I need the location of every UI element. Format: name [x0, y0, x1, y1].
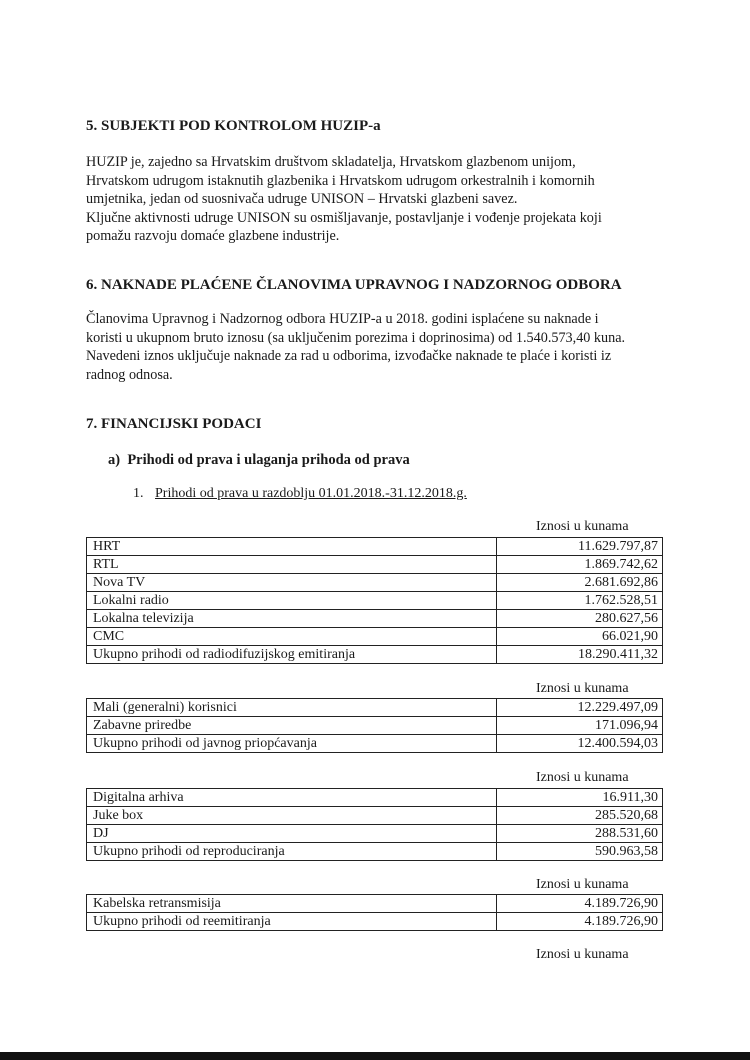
row-value: 12.229.497,09 [497, 699, 663, 717]
row-value: 2.681.692,86 [497, 574, 663, 592]
row-label: Digitalna arhiva [87, 789, 497, 807]
section-6-line: radnog odnosa. [86, 366, 173, 383]
table-row [87, 825, 663, 843]
section-5-line: Hrvatskom udrugom istaknutih glazbenika i Hrvatskom udrugom orkestralnih i komornih [86, 172, 595, 189]
section-5-line: HUZIP je, zajedno sa Hrvatskim društvom skladatelja, Hrvatskom glazbenom unijom, [86, 154, 576, 170]
section-7-heading: 7. FINANCIJSKI PODACI [86, 416, 262, 432]
table-caption: Iznosi u kunama [536, 947, 629, 962]
section-6-body [86, 310, 664, 384]
row-label: RTL [87, 556, 497, 574]
row-label: Ukupno prihodi od reproduciranja [87, 843, 497, 861]
row-value: 280.627,56 [497, 610, 663, 628]
row-value: 285.520,68 [497, 807, 663, 825]
row-label: Lokalni radio [87, 592, 497, 610]
row-label: Juke box [87, 807, 497, 825]
section-6-line: Članovima Upravnog i Nadzornog odbora HUZIP-a u 2018. godini isplaćene su naknade i [86, 311, 599, 327]
subsection-1-heading: Prihodi od prava u razdoblju 01.01.2018.-31.12.2018.g. [155, 486, 467, 501]
table-total-row [87, 843, 663, 861]
section-6-line: Navedeni iznos uključuje naknade za rad u odborima, izvođačke naknade te plaće i koristi iz [86, 348, 612, 365]
row-label: Ukupno prihodi od radiodifuzijskog emitiranja [87, 646, 497, 664]
row-value: 12.400.594,03 [497, 735, 663, 753]
table-caption: Iznosi u kunama [536, 770, 629, 785]
row-label: Ukupno prihodi od reemitiranja [87, 913, 497, 931]
row-value: 11.629.797,87 [497, 538, 663, 556]
table-row [87, 895, 663, 913]
row-value: 1.869.742,62 [497, 556, 663, 574]
row-value: 18.290.411,32 [497, 646, 663, 664]
table-row [87, 538, 663, 556]
row-value: 288.531,60 [497, 825, 663, 843]
section-5-line: pomažu razvoju domaće glazbene industrije. [86, 228, 340, 245]
table-total-row [87, 913, 663, 931]
row-label: Ukupno prihodi od javnog priopćavanja [87, 735, 497, 753]
table-row [87, 610, 663, 628]
row-label: CMC [87, 628, 497, 646]
row-value: 16.911,30 [497, 789, 663, 807]
section-6-heading: 6. NAKNADE PLAĆENE ČLANOVIMA UPRAVNOG I NADZORNOG ODBORA [86, 277, 622, 293]
row-label: Mali (generalni) korisnici [87, 699, 497, 717]
row-value: 171.096,94 [497, 717, 663, 735]
row-label: Kabelska retransmisija [87, 895, 497, 913]
subsection-1-number: 1. [133, 486, 144, 501]
row-label: HRT [87, 538, 497, 556]
public-communication-income-table [86, 698, 663, 753]
table-row [87, 556, 663, 574]
table-row [87, 628, 663, 646]
table-total-row [87, 646, 663, 664]
table-row [87, 592, 663, 610]
section-5-body [86, 153, 664, 246]
broadcast-income-table [86, 537, 663, 664]
table-total-row [87, 735, 663, 753]
section-5-line: umjetnika, jedan od suosnivača udruge UNISON – Hrvatski glazbeni savez. [86, 191, 518, 208]
row-value: 66.021,90 [497, 628, 663, 646]
row-label: Zabavne priredbe [87, 717, 497, 735]
row-value: 1.762.528,51 [497, 592, 663, 610]
subsection-a-heading: a) Prihodi od prava i ulaganja prihoda od prava [108, 452, 410, 468]
table-row [87, 807, 663, 825]
row-label: Lokalna televizija [87, 610, 497, 628]
table-row [87, 574, 663, 592]
section-6-line: koristi u ukupnom bruto iznosu (sa uključenim porezima i doprinosima) od 1.540.573,40 kuna. [86, 329, 626, 346]
section-5-line: Ključne aktivnosti udruge UNISON su osmišljavanje, postavljanje i vođenje projekata koji [86, 209, 602, 226]
row-value: 4.189.726,90 [497, 895, 663, 913]
row-value: 4.189.726,90 [497, 913, 663, 931]
table-caption: Iznosi u kunama [536, 519, 629, 534]
row-label: Nova TV [87, 574, 497, 592]
row-label: DJ [87, 825, 497, 843]
row-value: 590.963,58 [497, 843, 663, 861]
page-bottom-edge [0, 1052, 750, 1060]
table-row [87, 717, 663, 735]
table-row [87, 789, 663, 807]
table-row [87, 699, 663, 717]
table-caption: Iznosi u kunama [536, 877, 629, 892]
table-caption: Iznosi u kunama [536, 681, 629, 696]
reproduction-income-table [86, 788, 663, 861]
retransmission-income-table [86, 894, 663, 931]
section-5-heading: 5. SUBJEKTI POD KONTROLOM HUZIP-a [86, 118, 381, 134]
